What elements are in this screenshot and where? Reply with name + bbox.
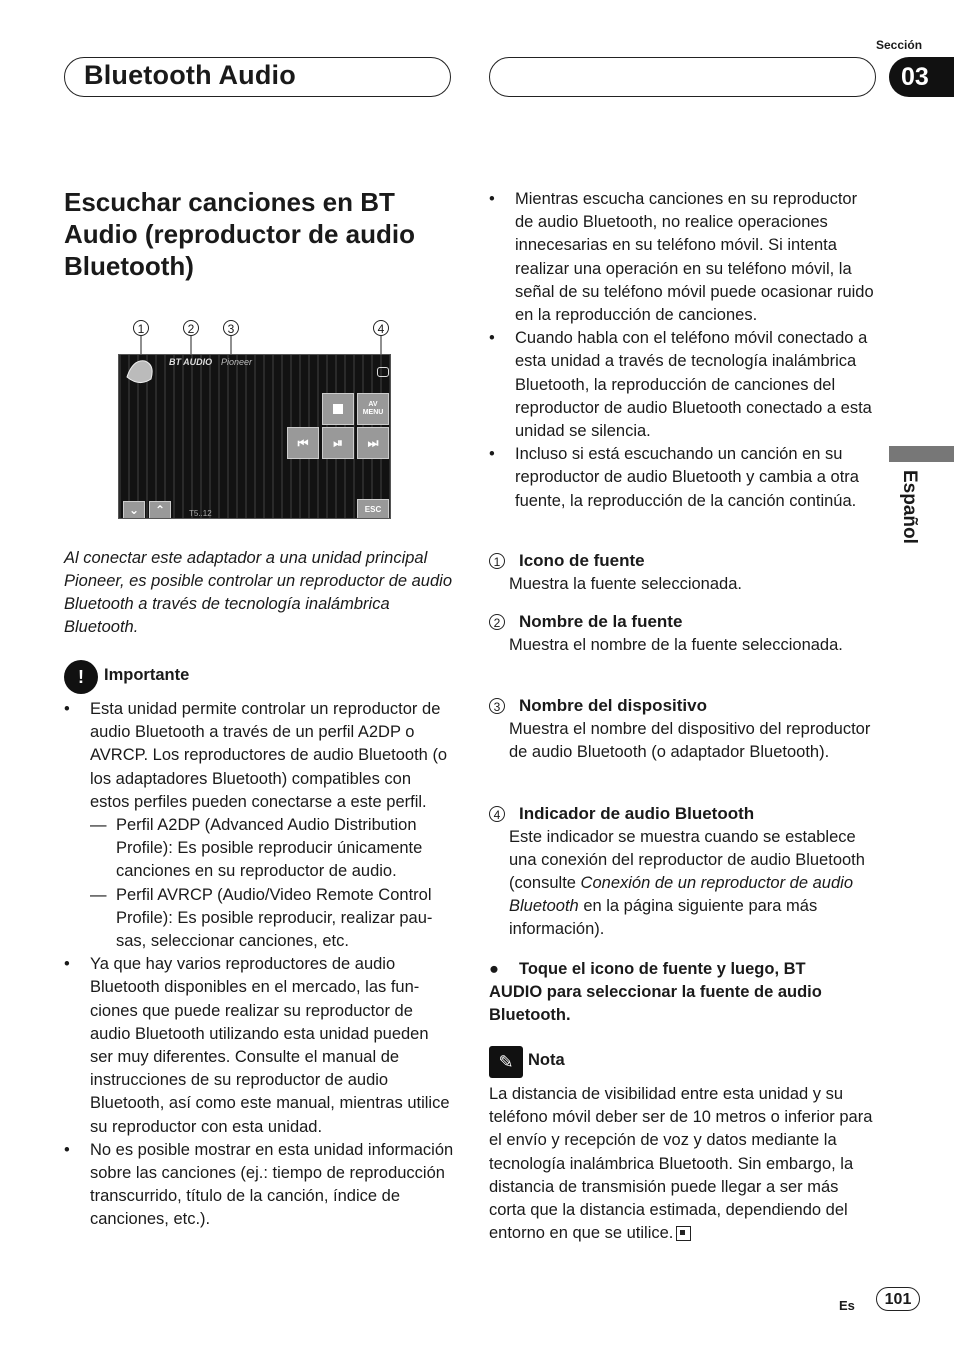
header-blank-frame — [489, 57, 876, 97]
esc-button[interactable]: ESC — [357, 499, 389, 519]
play-pause-button[interactable] — [322, 427, 354, 459]
step-bullet: ● — [489, 960, 499, 978]
bullet: • — [64, 955, 70, 974]
list-item — [64, 698, 454, 953]
right-bullet-list — [489, 188, 879, 513]
chevron-down-icon: ⌄ — [128, 503, 140, 517]
note-label: Nota — [528, 1051, 565, 1069]
item-number: 2 — [489, 614, 505, 630]
sub-item-text: Perfil A2DP (Advanced Audio Distribution Profile): Es posible reproducir únicamente canciones en su reproductor de audio. — [116, 816, 423, 881]
end-mark-icon — [676, 1226, 691, 1241]
item-4-body: Este indicador se muestra cuando se establece una conexión del reproductor de audio Bluetooth (consulte Conexión de un reproductor de audio Bluetooth en la página siguiente para más información). — [509, 828, 865, 938]
item-1-title: 1 Icono de fuente — [489, 551, 645, 571]
language-code: Es — [839, 1298, 855, 1313]
dash: — — [90, 816, 107, 835]
head-unit-screen — [118, 354, 391, 519]
list-item — [64, 1139, 454, 1232]
callout-3: 3 — [223, 320, 239, 336]
list-item-text: Mientras escucha canciones en su reproductor de audio Bluetooth, no realice operaciones innecesarias en su teléfono móvil. Si intenta realizar una operación en su teléfono móvil, la señal de su teléfono móvil puede ocasionar ruido en la reproducción de canciones. — [515, 190, 874, 325]
list-item-text: Esta unidad permite controlar un reproductor de audio Bluetooth a través de un perfil A2DP o AVRCP. Los reproductores de audio Bluetooth (o los adaptadores Bluetooth) compatibles con estos perfiles pueden conectarse a este perfil. — [90, 700, 448, 811]
chevron-up-icon: ⌃ — [154, 503, 166, 517]
item-2-title: 2 Nombre de la fuente — [489, 612, 682, 632]
bullet: • — [64, 700, 70, 718]
instruction-step — [489, 958, 849, 1027]
list-item-text: Cuando habla con el teléfono móvil conectado a esta unidad a través de tecnología inalámbrica Bluetooth, la reproducción de canciones del reproductor de audio Bluetooth conectado a esta unidad se silencia. — [515, 329, 872, 441]
play-pause-icon: ⏯ — [333, 435, 343, 450]
callout-1: 1 — [133, 320, 149, 336]
note-text: La distancia de visibilidad entre esta unidad y su teléfono móvil deber ser de 10 metros o inferior para el envío y recepción de voz y datos mediante la tecnología inalámbrica Bluetooth. Sin embargo, la distancia de transmisión puede llegar a ser más corta que la distancia estimada, dependiendo del entorno en que se utilice. — [489, 1085, 873, 1243]
next-button[interactable] — [357, 427, 389, 459]
seccion-number: 03 — [889, 57, 954, 97]
item-2-body: Muestra el nombre de la fuente seleccionada. — [509, 636, 843, 654]
next-icon: ⏭ — [367, 435, 379, 450]
source-name: BT AUDIO — [169, 357, 213, 367]
sub-item-text: Perfil AVRCP (Audio/Video Remote Control Profile): Es posible reproducir, realizar pausas, seleccionar canciones, etc. — [116, 885, 433, 951]
list-item-text: Ya que hay varios reproductores de audio Bluetooth disponibles en el mercado, las funciones que puede realizar su reproductor de audio Bluetooth utilizando esta unidad pueden ser muy diferentes. Consulte el manual de instrucciones de su reproductor de audio Bluetooth, así como este manual, mientras utilice su reproductor con esta unidad. — [90, 955, 450, 1136]
bullet: • — [489, 445, 495, 464]
previous-button[interactable] — [287, 427, 319, 459]
item-number: 3 — [489, 698, 505, 714]
item-number: 4 — [489, 806, 505, 822]
item-4-title: 4 Indicador de audio Bluetooth — [489, 804, 754, 824]
av-menu-button[interactable]: AV MENU — [357, 393, 389, 425]
item-number: 1 — [489, 553, 505, 569]
stop-button[interactable] — [322, 393, 354, 425]
sub-item — [90, 814, 454, 884]
bullet: • — [489, 329, 495, 348]
intro-paragraph: Al conectar este adaptador a una unidad principal Pioneer, es posible controlar un reproductor de audio Bluetooth a través de tecnología inalámbrica Bluetooth. — [64, 549, 452, 636]
important-list — [64, 698, 454, 1232]
page-title: Escuchar canciones en BT Audio (reproductor de audio Bluetooth) — [64, 187, 415, 281]
bluetooth-audio-indicator — [377, 367, 389, 377]
previous-icon: ⏮ — [297, 435, 309, 450]
note-icon: ✎ — [489, 1046, 523, 1078]
list-item-text: No es posible mostrar en esta unidad información sobre las canciones (ej.: tiempo de reproducción transcurrido, título de la canción, índice de canciones, etc.). — [90, 1140, 454, 1229]
list-item — [64, 953, 454, 1139]
bullet: • — [489, 190, 495, 208]
up-button[interactable] — [149, 501, 171, 519]
source-icon[interactable] — [123, 357, 157, 387]
section-title: Bluetooth Audio — [84, 60, 296, 90]
language-label: Español — [899, 470, 920, 544]
callout-4: 4 — [373, 320, 389, 336]
important-icon: ! — [64, 660, 98, 694]
language-tab — [889, 446, 954, 462]
list-item — [489, 327, 879, 443]
cross-reference: Conexión de un reproductor de audio Bluetooth — [509, 874, 853, 915]
item-3-body: Muestra el nombre del dispositivo del reproductor de audio Bluetooth (o adaptador Bluetooth). — [509, 720, 871, 761]
stop-icon — [333, 404, 343, 414]
seccion-label: Sección — [876, 38, 923, 52]
screen-bottom-text: T5..12 — [189, 509, 212, 518]
device-name: Pioneer — [221, 357, 253, 367]
sub-item — [90, 884, 454, 954]
bullet: • — [64, 1140, 70, 1159]
dash: — — [90, 885, 107, 904]
list-item — [489, 188, 879, 327]
step-text: Toque el icono de fuente y luego, BT AUDIO para seleccionar la fuente de audio Bluetooth. — [489, 960, 822, 1024]
down-button[interactable] — [123, 501, 145, 519]
page-number: 101 — [876, 1287, 920, 1311]
important-label: Importante — [104, 666, 190, 684]
item-1-body: Muestra la fuente seleccionada. — [509, 575, 742, 593]
callout-2: 2 — [183, 320, 199, 336]
item-3-title: 3 Nombre del dispositivo — [489, 696, 707, 716]
list-item-text: Incluso si está escuchando un canción en su reproductor de audio Bluetooth y cambia a otra fuente, la reproducción de la canción continúa. — [515, 445, 859, 510]
list-item — [489, 443, 879, 513]
